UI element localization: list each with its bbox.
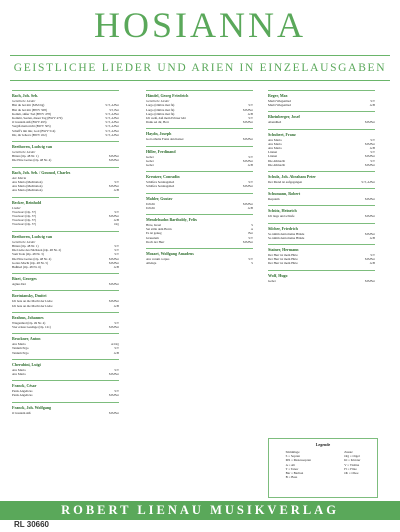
entry-title: Die Allmacht [268,162,286,167]
entry-title: Vergiß mein nicht (BWV 505) [12,124,51,129]
entry-title: Die Ehre Gottes (Op. 48 Nr. 4) [12,256,52,261]
composer-name: Beethoven, Ludwig van [12,233,53,239]
entry-voicing: MS/Bar [108,299,119,304]
entry-title: Gott erhalte Franz den Kaiser [146,137,184,142]
entry-voicing: S/T [370,150,375,155]
section-subtitle: Geistliche Lieder [146,99,170,103]
catalog-column-2 [146,90,253,269]
entry-title: Vier ernste Gesänge (Op. 121) [12,324,51,329]
composer-name: Brahms, Johannes [12,314,44,320]
catalog-entry [12,282,119,286]
entry-title: Ich weiß, daß mein Erlöser lebt [146,115,187,120]
composer-name: Bizet, Georges [12,276,37,282]
entry-title: Ich liege und schlafe [268,214,295,219]
entry-voicing: S/T [248,115,253,120]
catalog-entry [268,163,375,167]
entry-voicing: A/B [369,261,375,266]
composer-section [146,128,253,141]
entry-title: Ave Maria [12,342,26,347]
entry-title: Abendlied [268,120,282,125]
catalog-entry [146,261,253,265]
entry-voicing: MS/Bar [242,239,253,244]
entry-title: Bußlied (Op. 48 Nr. 6) [12,264,41,269]
entry-title: Ave Maria [268,141,282,146]
entry-title: Die Liebe des Nächsten (Op. 48 Nr. 2) [12,248,62,253]
entry-title: Ich bete an die Macht der Liebe [12,303,53,308]
composer-name: Hiller, Ferdinand [146,148,176,154]
entry-voicing: MS/Bar [364,257,375,262]
entry-voicing: Org [114,222,119,227]
entry-voicing: MS/Bar [242,158,253,163]
entry-voicing: A/B [113,350,119,355]
catalog-entry [268,261,375,265]
composer-section [146,146,253,168]
composer-name: Silcher, Friedrich [268,225,298,231]
catalog-number: RL 30660 [14,520,49,529]
legend-item: Stimmlage [285,450,300,454]
entry-title: Der Herr ist mein Hirte [268,253,298,258]
entry-title: Bitten (Op. 48 Nr. 1) [12,154,39,159]
composer-section [268,129,375,167]
composer-section [146,214,253,244]
composer-section [12,380,119,397]
entry-voicing: S [251,261,253,266]
entry-title: Ave Maria [12,371,26,376]
entry-title: Largo (Ombra mai fù) [146,107,175,112]
entry-voicing: S/T, A/Bar [105,124,119,129]
section-subtitle: Geistliche Lieder [12,239,36,244]
composer-section [12,90,119,137]
page-subtitle: GEISTLICHE LIEDER UND ARIEN IN EINZELAUSGABEN [13,62,387,74]
entry-title: Trostwort (Op. 37) [12,218,37,223]
entry-voicing: S/T [248,103,253,108]
entry-voicing: S/T, A/Bar [105,128,119,133]
page-title: HOSIANNA [94,5,306,45]
composer-name: Bach, Joh. Seb. / Gounod, Charles [12,169,71,175]
composer-section [268,188,375,201]
entry-title: Gebet [146,158,154,163]
entry-voicing: MS/Bar [242,184,253,189]
catalog-entry [268,180,375,184]
entry-title: Requiem [268,197,280,202]
entry-voicing: MS/Bar [242,120,253,125]
entry-voicing: S/T [248,256,253,261]
composer-section [12,273,119,286]
catalog-entry [146,184,253,188]
catalog-entry [146,240,253,244]
entry-voicing: S/T, A/Bar [361,180,375,185]
legend-item: S = Sopran [285,454,300,459]
entry-voicing: A/Org [110,342,119,347]
catalog-entry [12,393,119,397]
composer-name: Beethoven, Ludwig van [12,143,53,149]
entry-voicing: S/T [114,252,119,257]
composer-section [12,290,119,307]
legend-item: Ob = Oboe [344,471,359,476]
entry-title: Ave Maria [12,367,26,372]
composer-section [12,402,119,415]
entry-voicing: MS/Bar [108,158,119,163]
entry-voicing: A/B [113,188,119,193]
entry-voicing: MS/Bar [242,107,253,112]
composer-section [12,197,119,227]
composer-section [12,231,119,270]
entry-voicing: S/T, A/Bar [105,132,119,137]
composer-name: Mendelssohn Bartholdy, Felix [146,216,198,222]
entry-voicing: A/B [369,103,375,108]
entry-voicing: A/B [369,235,375,240]
entry-title: Largo (Ombra mai fù) [146,111,175,116]
entry-title: Wiegenlied (Op. 49 Nr. 4) [12,320,46,325]
composer-section [146,171,253,188]
composer-name: Stainer, Hermann [268,247,299,253]
entry-voicing: S/T [114,209,119,214]
composer-name: Rheinberger, Josef [268,114,300,120]
entry-title: Doch der Herr [146,239,165,244]
entry-voicing: S/T [248,235,253,240]
entry-voicing: S/T [114,346,119,351]
catalog-entry [12,265,119,269]
composer-name: Reger, Max [268,93,288,98]
entry-title: Ave Maria (Meditation) [12,188,43,193]
catalog-entry [268,236,375,240]
entry-voicing: S [251,222,253,227]
entry-voicing: S/T, A/Bar [105,120,119,125]
entry-title: Urlicht [146,201,156,206]
entry-title: Kommt, Seelen, dieser Tag (BWV 479) [12,115,63,120]
composer-section [268,270,375,283]
entry-title: Gebet [146,162,154,167]
entry-title: Vom Tode (Op. 48 Nr. 3) [12,252,44,257]
entry-title: Gebet [268,278,276,283]
composer-section [268,171,375,184]
legend-box [268,438,378,498]
composer-section [146,193,253,210]
catalog-entry [12,411,119,415]
entry-voicing: S/T [114,248,119,253]
entry-title: So nimm denn meine Hände [268,231,305,236]
entry-voicing: A/B [113,264,119,269]
entry-voicing: MS/Bar [364,278,375,283]
entry-title: Panis Angelicus [12,393,33,398]
legend-item: Fl = Flöte [344,466,357,471]
entry-title: Schäfers Sonntagslied [146,180,175,185]
entry-voicing: S/T [114,389,119,394]
catalog-entry [12,188,119,192]
entry-title: Höre, Israel [146,222,162,227]
catalog-entry [12,325,119,329]
entry-title: Ave verum corpus [146,256,170,261]
entry-voicing: S/T [370,253,375,258]
entry-voicing: S/T [370,99,375,103]
entry-voicing: A/B [369,146,375,151]
catalog-entry [146,206,253,210]
entry-title: Trostwort (Op. 37) [12,209,37,214]
entry-voicing: S/T, A/Bar [105,103,119,108]
entry-voicing: MS/Bar [364,214,375,219]
entry-title: Litanei [268,154,278,159]
section-subtitle: Ave Maria [12,175,27,180]
section-subtitle: Geistliche Lieder [12,149,36,154]
entry-voicing: S/T [114,243,119,248]
entry-voicing: MS/Bar [108,256,119,261]
catalog-entry [268,214,375,218]
composer-name: Händel, Georg Friedrich [146,93,189,98]
legend-item: T = Tenor [285,466,299,471]
entry-voicing: S/T [114,179,119,184]
entry-title: Komm, süßer Tod (BWV 478) [12,111,51,116]
entry-title: Trostwort (Op. 37) [12,222,37,227]
catalog-entry [12,222,119,226]
composer-name: Franck, Joh. Wolfgang [12,404,52,410]
legend-item: A = Alt [285,462,296,467]
entry-title: O Jesulein süß (BWV 493) [12,120,47,125]
catalog-entry [268,103,375,107]
entry-title: Mariä Wiegenlied [268,103,291,108]
composer-name: Mozart, Wolfgang Amadeus [146,250,194,256]
entry-title: Es ist genug [146,231,162,236]
entry-title: Die Allmacht [268,158,286,163]
entry-voicing: MS/Bar [108,154,119,159]
entry-title: Largo (Ombra mai fù) [146,103,175,108]
publisher-name: ROBERT LIENAU MUSIKVERLAG [61,503,339,517]
catalog-entry [268,279,375,283]
entry-voicing: MS/Bar [364,231,375,236]
entry-title: Bist du bei mir (BWV 508) [12,107,47,112]
entry-voicing: S/T, A/Bar [105,115,119,120]
entry-title: Der Herr ist mein Hirte [268,257,298,262]
entry-voicing: S/T, A/Bar [105,111,119,116]
entry-voicing: MS/Bar [108,371,119,376]
composer-section [146,248,253,265]
legend-item: Kl = Klavier [344,458,361,463]
composer-name: Bach, Joh. Seb. [12,93,39,98]
legend-addition-list [344,450,360,479]
entry-title: Trostwort (Op. 37) [12,214,37,219]
entry-title: Die Ehre Gottes (Op. 48 Nr. 4) [12,158,52,163]
catalog-entry [146,163,253,167]
entry-voicing: MS/Bar [108,410,119,415]
entry-voicing: MS/Bar [364,162,375,167]
entry-title: Urlicht [146,205,156,210]
entry-title: Ich bete an die Macht der Liebe [12,299,53,304]
entry-title: Alleluja [146,261,157,266]
entry-title: Ave Maria (Meditation) [12,184,43,189]
catalog-entry [146,120,253,124]
entry-title: Der Mond ist aufgegangen [268,180,303,185]
entry-title: Gebet [146,154,154,159]
entry-title: Der Herr ist mein Hirte [268,261,298,266]
entry-voicing: MS/Bar [108,324,119,329]
entry-title: Ave Maria [268,137,282,142]
catalog-entry [12,304,119,308]
catalog-column-1 [12,90,119,419]
legend-item: B = Bass [285,475,298,480]
catalog-entry [146,137,253,141]
composer-name: Mahler, Gustav [146,195,173,201]
entry-voicing: A/B [113,303,119,308]
legend-title: Legende [315,442,331,447]
subtitle-rule [10,80,390,81]
entry-voicing: A [250,227,253,232]
entry-title: Schäfers Sonntagslied [146,184,175,189]
entry-title: O Jesulein süß [12,410,31,415]
composer-name: Wolf, Hugo [268,272,288,278]
composer-section [12,167,119,193]
entry-title: Bist du bei mir (MS/Org) [12,103,45,108]
entry-voicing: S/T [114,320,119,325]
legend-item: MS = Mezzosopran [285,458,311,463]
entry-voicing: Bar [248,231,253,236]
entry-voicing: A/B [247,205,253,210]
entry-voicing: A/B [247,162,253,167]
composer-section [12,333,119,355]
entry-title: Jerusalem [146,235,159,240]
composer-name: Schubert, Franz [268,131,296,137]
catalog-entry [268,120,375,124]
entry-voicing: S/T [248,180,253,185]
composer-name: Cherubini, Luigi [12,361,41,367]
composer-name: Schumann, Robert [268,191,301,197]
composer-name: Haydn, Joseph [146,131,172,137]
entry-title: Dir, dir Jehova (BWV 452) [12,132,47,137]
entry-voicing: A/B [247,111,253,116]
title-rule [10,55,390,56]
catalog-entry [12,133,119,137]
composer-name: Kreutzer, Conradin [146,174,180,180]
legend-item: Org = Orgel [344,454,360,459]
entry-voicing: MS/Bar [242,137,253,142]
composer-section [268,205,375,218]
catalog-entry [268,197,375,201]
entry-voicing: MS/Bar [364,154,375,159]
section-subtitle: Geistliche Lieder [12,99,36,103]
legend-item: Bar = Bariton [285,471,304,476]
composer-section [146,90,253,124]
entry-title: Panis Angelicus [12,389,33,394]
entry-title: Mariä Wiegenlied [268,99,291,103]
legend-voice-list [286,450,311,479]
entry-title: So nimm denn meine Hände [268,235,305,240]
composer-name: Schütz, Heinrich [268,208,297,214]
entry-voicing: A/B [113,218,119,223]
entry-title: Gottes Macht (Op. 48 Nr. 5) [12,260,49,265]
composer-section [268,223,375,240]
entry-title: Bitten (Op. 48 Nr. 1) [12,243,39,248]
entry-voicing: MS/Bar [364,197,375,202]
composer-section [268,244,375,266]
entry-voicing: S/T [248,154,253,159]
legend-item: Zusatz [344,450,353,454]
entry-title: Agnus Dei [12,282,26,287]
entry-voicing: MS/Bar [108,214,119,219]
legend-item: V = Violine [344,462,360,467]
composer-name: Becker, Reinhold [12,199,42,205]
entry-voicing: MS/Bar [242,201,253,206]
entry-voicing: S/T [114,367,119,372]
composer-name: Schulz, Joh. Abraham Peter [268,174,316,180]
entry-voicing: MS/Bar [108,282,119,287]
entry-voicing: ST, Bar [109,107,119,112]
composer-section [12,141,119,163]
entry-voicing: MS/Bar [364,120,375,125]
entry-title: Dank sei dir, Herr [146,120,169,125]
composer-section [12,359,119,376]
catalog-column-3 [268,90,375,287]
catalog-entry [12,372,119,376]
entry-voicing: S/T [370,158,375,163]
section-subtitle: Lieder [12,205,21,210]
entry-title: Sei stille dem Herrn [146,227,172,232]
entry-title: Tantum Ergo [12,350,29,355]
entry-voicing: MS/Bar [364,141,375,146]
entry-title: Schaff's mit mir, Gott (BWV 514) [12,128,56,133]
entry-title: Ave Maria (Meditation) [12,179,43,184]
composer-name: Franck, César [12,383,37,389]
entry-title: Tantum Ergo [12,346,29,351]
composer-name: Bortniansky, Dmitri [12,293,47,299]
entry-title: Litanei [268,150,278,155]
entry-voicing: S/T [370,137,375,142]
entry-voicing: MS/Bar [108,260,119,265]
composer-section [268,111,375,124]
catalog-entry [12,351,119,355]
composer-section [268,90,375,107]
entry-voicing: MS/Bar [108,393,119,398]
composer-section [12,312,119,329]
entry-voicing: MS/Bar [108,184,119,189]
catalog-entry [12,158,119,162]
composer-name: Bruckner, Anton [12,336,41,342]
entry-title: Ave Maria [268,146,282,151]
